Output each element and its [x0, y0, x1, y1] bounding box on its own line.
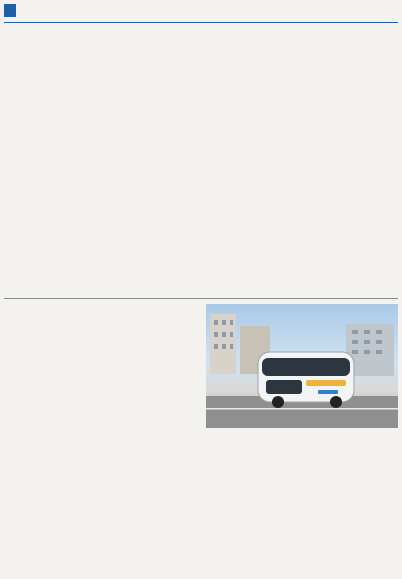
masthead-rule: [4, 22, 398, 23]
page-number: [4, 4, 16, 17]
story-divider: [4, 298, 398, 299]
bus-photo-illustration: [206, 304, 398, 428]
news-photo: [206, 304, 398, 428]
masthead: [0, 0, 402, 24]
